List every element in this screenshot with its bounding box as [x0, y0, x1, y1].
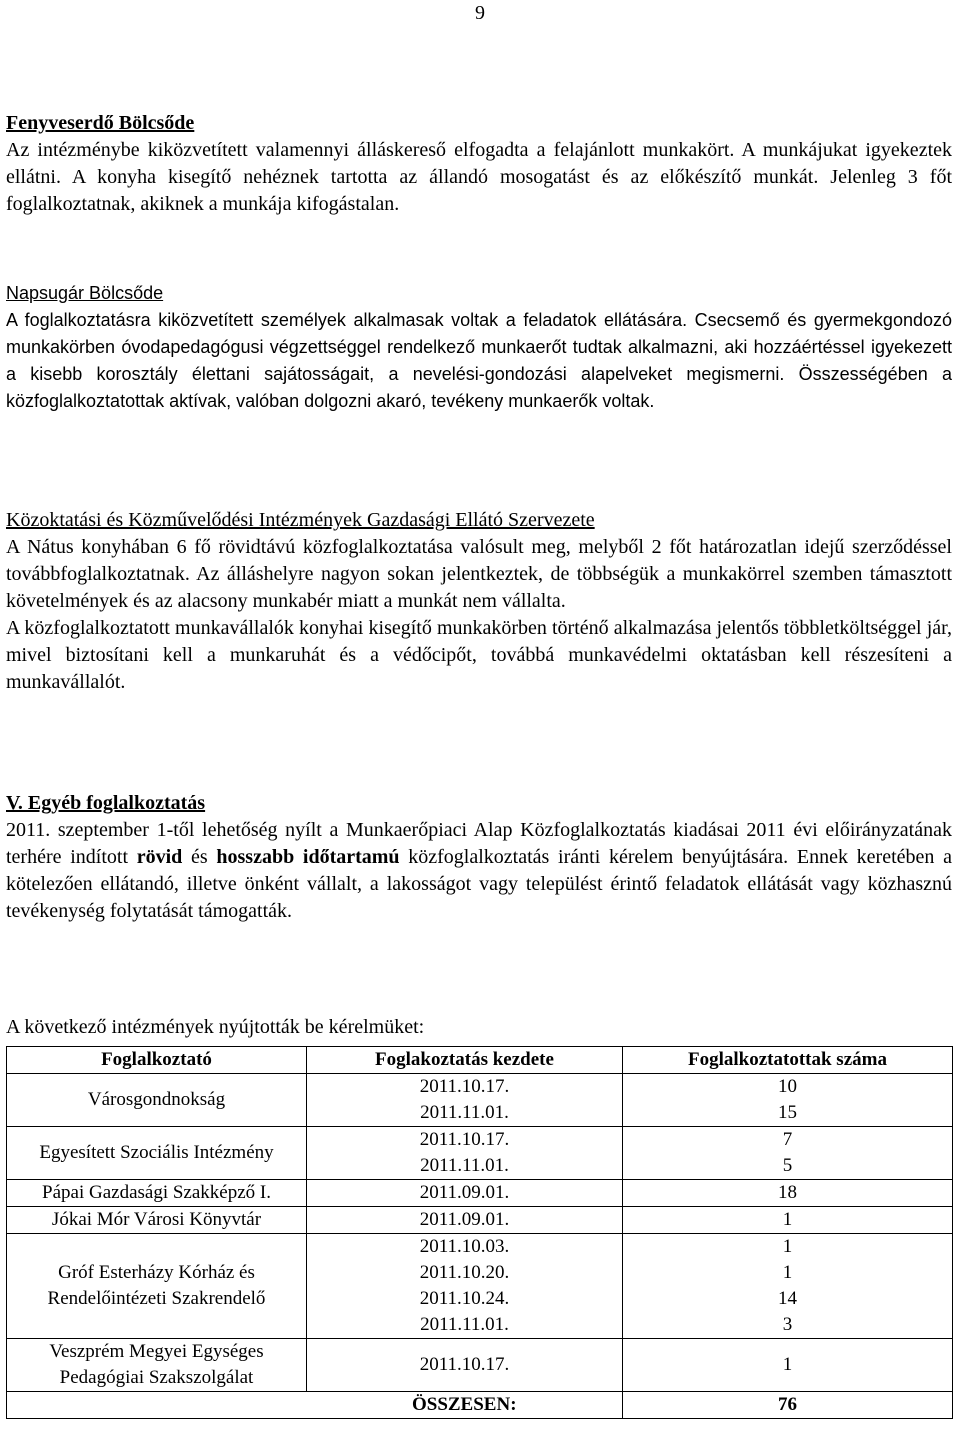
- employer-cell: Gróf Esterházy Kórház és Rendelőintézeti Szakrendelő: [7, 1234, 307, 1339]
- table-row: [7, 1074, 953, 1127]
- section-egyeb: [6, 790, 952, 925]
- column-header: Foglalkoztatottak száma: [623, 1047, 953, 1074]
- dates-cell: 2011.09.01.: [307, 1207, 623, 1234]
- table-row: [7, 1127, 953, 1180]
- employers-table: [6, 1046, 953, 1419]
- dates-cell: 2011.09.01.: [307, 1180, 623, 1207]
- employer-cell: Városgondnokság: [7, 1074, 307, 1127]
- counts-cell: 1: [623, 1207, 953, 1234]
- section-paragraph: A Nátus konyhában 6 fő rövidtávú közfoglalkoztatása valósult meg, melyből 2 főt határozatlan idejű szerződéssel továbbfoglalkoztatnak. Az álláshelyre nagyon sokan jelentkeztek, de többségük a munkakörrel szemben támasztott követelmények és az alacsony munkabér miatt a munkát nem vállalta.: [6, 536, 952, 612]
- dates-cell: 2011.10.17. 2011.11.01.: [307, 1074, 623, 1127]
- section-paragraph: A közfoglalkoztatott munkavállalók konyhai kisegítő munkakörben történő alkalmazása jelentős többletköltséggel jár, mivel biztosítani kell a munkaruhát és a védőcipőt, továbbá munkavédelmi oktatásban kell részesíteni a munkavállalót.: [6, 617, 952, 693]
- dates-cell: 2011.10.03. 2011.10.20. 2011.10.24. 2011.11.01.: [307, 1234, 623, 1339]
- table-row: [7, 1339, 953, 1392]
- table-row: [7, 1234, 953, 1339]
- counts-cell: 1 1 14 3: [623, 1234, 953, 1339]
- total-label: ÖSSZESEN:: [307, 1392, 623, 1419]
- section-paragraph: A foglalkoztatásra kiközvetített személyek alkalmasak voltak a feladatok ellátására. Csecsemő és gyermekgondozó munkakörben óvodapedagógusi végzettséggel rendelkező munkaerőt tudtak alkalmazni, aki hozzáértéssel igyekezett a kisebb korosztály élettani sajátosságait, a nevelési-gondozási alapelveket megismerni. Összességében a közfoglalkoztatottak aktívak, valóban dolgozni akaró, tevékeny munkaerők voltak.: [6, 310, 952, 411]
- employer-cell: Egyesített Szociális Intézmény: [7, 1127, 307, 1180]
- section-napsugar: [6, 280, 952, 415]
- section-fenyveserdo: [6, 110, 952, 218]
- counts-cell: 18: [623, 1180, 953, 1207]
- section-kozoktatasi: [6, 507, 952, 696]
- counts-cell: 7 5: [623, 1127, 953, 1180]
- page-number: 9: [475, 2, 485, 24]
- section-heading: Fenyveserdő Bölcsőde: [6, 112, 195, 134]
- employer-cell: Veszprém Megyei Egységes Pedagógiai Szakszolgálat: [7, 1339, 307, 1392]
- total-value: 76: [623, 1392, 953, 1419]
- section-heading: Napsugár Bölcsőde: [6, 283, 164, 303]
- counts-cell: 10 15: [623, 1074, 953, 1127]
- table-row: [7, 1180, 953, 1207]
- section-heading: V. Egyéb foglalkoztatás: [6, 792, 206, 814]
- dates-cell: 2011.10.17.: [307, 1339, 623, 1392]
- counts-cell: 1: [623, 1339, 953, 1392]
- dates-cell: 2011.10.17. 2011.11.01.: [307, 1127, 623, 1180]
- section-paragraph: 2011. szeptember 1-től lehetőség nyílt a Munkaerőpiaci Alap Közfoglalkoztatás kiadásai 2011 évi előirányzatának terhére indított rövid és hosszabb időtartamú közfoglalkoztatás iránti kérelem benyújtására. Ennek keretében a kötelezően ellátandó, illetve önként vállalt, a lakosságot vagy települést érintő feladatok ellátását vagy közhasznú tevékenység folytatását támogatták.: [6, 819, 952, 922]
- table-intro: A következő intézmények nyújtották be kérelmüket:: [6, 1016, 425, 1038]
- employer-cell: Jókai Mór Városi Könyvtár: [7, 1207, 307, 1234]
- table-row: [7, 1207, 953, 1234]
- column-header: Foglalkoztató: [7, 1047, 307, 1074]
- column-header: Foglakoztatás kezdete: [307, 1047, 623, 1074]
- section-heading: Közoktatási és Közművelődési Intézmények Gazdasági Ellátó Szervezete: [6, 509, 595, 531]
- section-paragraph: Az intézménybe kiközvetített valamennyi álláskereső elfogadta a felajánlott munkakört. A munkájukat igyekeztek ellátni. A konyha kisegítő nehéznek tartotta az állandó mosogatást és az előkészítő munkát. Jelenleg 3 főt foglalkoztatnak, akiknek a munkája kifogástalan.: [6, 139, 952, 215]
- total-row: [7, 1392, 953, 1419]
- employer-cell: Pápai Gazdasági Szakképző I.: [7, 1180, 307, 1207]
